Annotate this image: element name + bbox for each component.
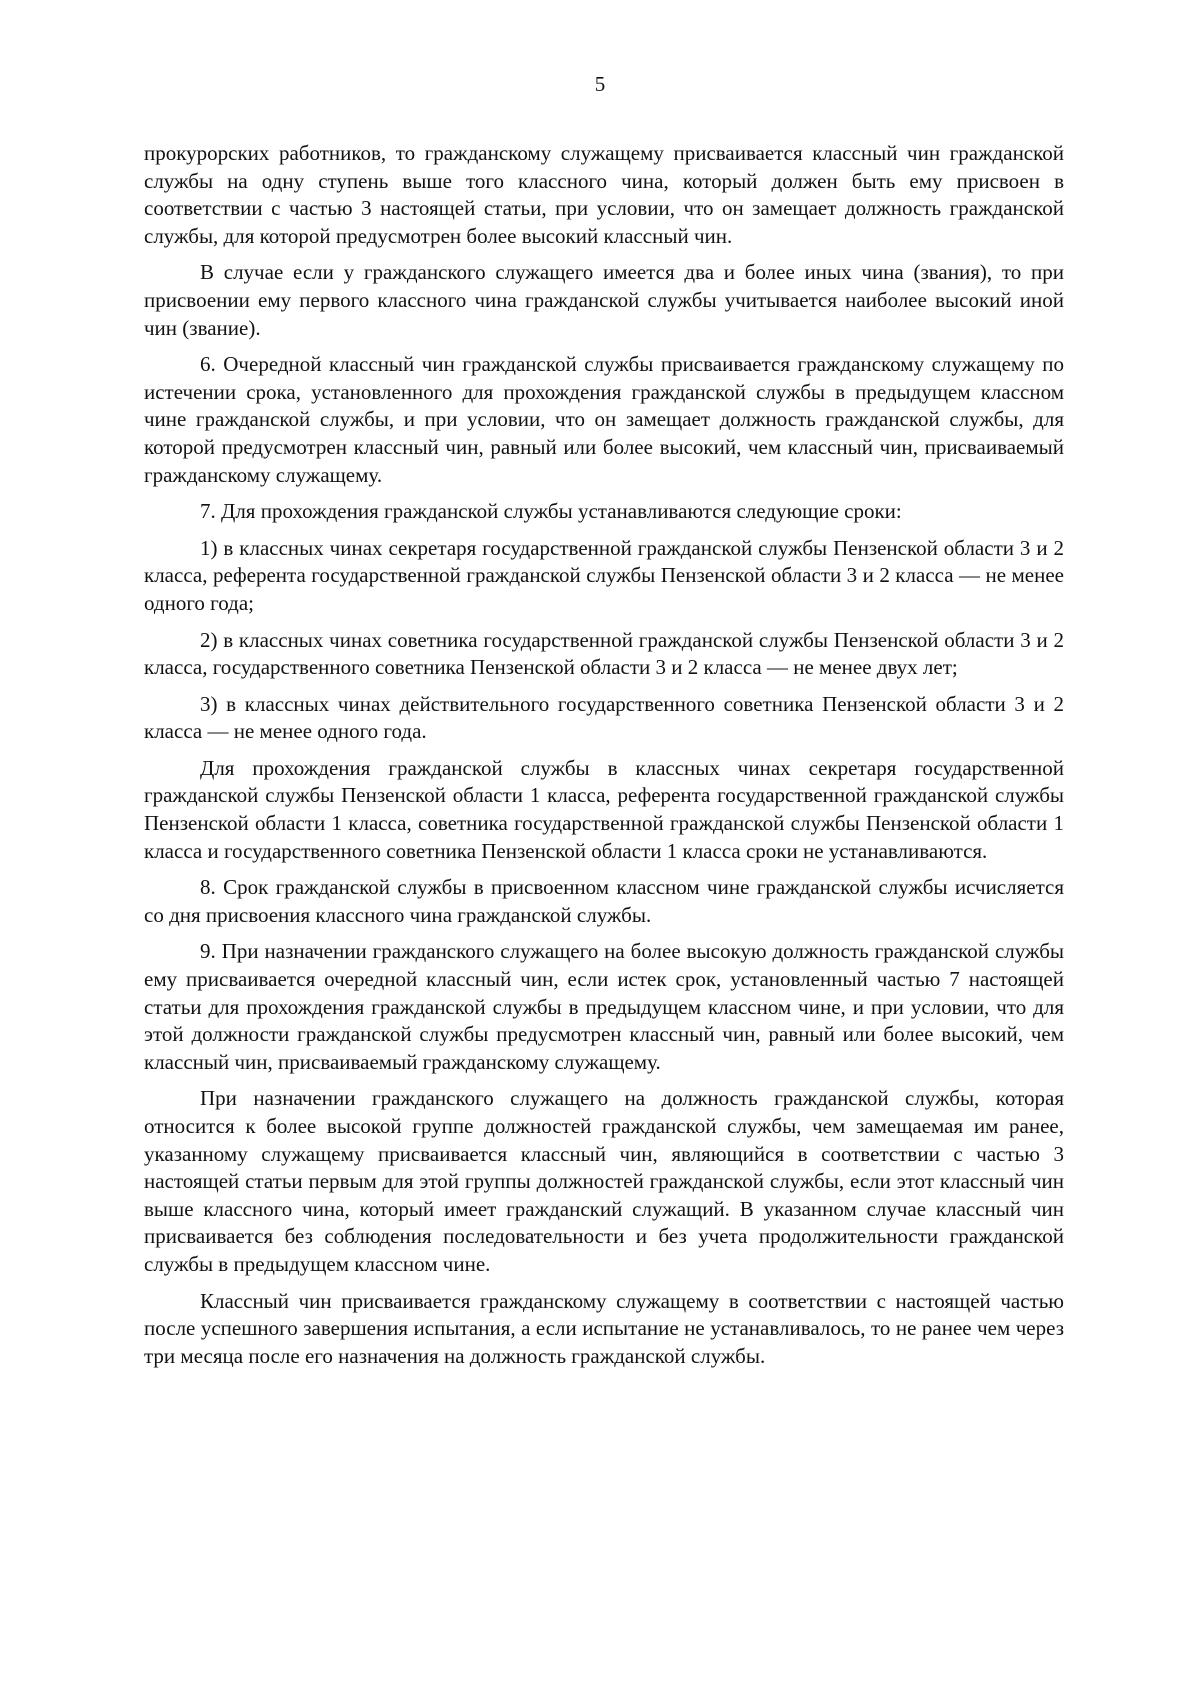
document-body [144,140,1064,1379]
paragraph-item-6: 6. Очередной классный чин гражданской службы присваивается гражданскому служащему по истечении срока, установленного для прохождения гражданской службы в предыдущем классном чине гражданской службы, и при условии, что он замещает должность гражданской службы, для которой предусмотрен классный чин, равный или более высокий, чем классный чин, присваиваемый гражданскому служащему. [144,352,1064,487]
paragraph: Классный чин присваивается гражданскому служащему в соответствии с настоящей частью после успешного завершения испытания, а если испытание не устанавливалось, то не ранее чем через три месяца после его назначения на должность гражданской службы. [144,1288,1064,1368]
paragraph-item-7: 7. Для прохождения гражданской службы устанавливаются следующие сроки: [200,499,902,524]
paragraph: В случае если у гражданского служащего имеется два и более иных чина (звания), то при присвоении ему первого классного чина гражданской службы учитывается наиболее высокий иной чин (звание). [144,260,1064,340]
page-number: 5 [594,72,606,96]
paragraph-continuation: прокурорских работников, то гражданскому служащему присваивается классный чин гражданской службы на одну ступень выше того классного чина, который должен быть ему присвоен в соответствии с частью 3 настоящей статьи, при условии, что он замещает должность гражданской службы, для которой предусмотрен более высокий классный чин. [144,141,1064,248]
paragraph-subitem-1: 1) в классных чинах секретаря государственной гражданской службы Пензенской области 3 и 2 класса, референта государственной гражданской службы Пензенской области 3 и 2 класса — не менее одного года; [144,535,1064,615]
paragraph: При назначении гражданского служащего на должность гражданской службы, которая относится к более высокой группе должностей гражданской службы, чем замещаемая им ранее, указанному служащему присваивается классный чин, являющийся в соответствии с частью 3 настоящей статьи первым для этой группы должностей гражданской службы, если этот классный чин выше классного чина, который имеет гражданский служащий. В указанном случае классный чин присваивается без соблюдения последовательности и без учета продолжительности гражданской службы в предыдущем классном чине. [144,1086,1064,1276]
paragraph-subitem-3: 3) в классных чинах действительного государственного советника Пензенской области 3 и 2 класса — не менее одного года. [144,691,1064,744]
paragraph-item-8: 8. Срок гражданской службы в присвоенном классном чине гражданской службы исчисляется со дня присвоения классного чина гражданской службы. [144,875,1064,927]
paragraph-subitem-2: 2) в классных чинах советника государственной гражданской службы Пензенской области 3 и 2 класса, государственного советника Пензенской области 3 и 2 класса — не менее двух лет; [144,627,1064,680]
paragraph-item-9: 9. При назначении гражданского служащего на более высокую должность гражданской службы ему присваивается очередной классный чин, если истек срок, установленный частью 7 настоящей статьи для прохождения гражданской службы в предыдущем классном чине, и при условии, что для этой должности гражданской службы предусмотрен классный чин, равный или более высокий, чем классный чин, присваиваемый гражданскому служащему. [144,939,1064,1074]
paragraph: Для прохождения гражданской службы в классных чинах секретаря государственной гражданской службы Пензенской области 1 класса, референта государственной гражданской службы Пензенской области 1 класса, советника государственной гражданской службы Пензенской области 1 класса и государственного советника Пензенской области 1 класса сроки не устанавливаются. [144,755,1064,863]
